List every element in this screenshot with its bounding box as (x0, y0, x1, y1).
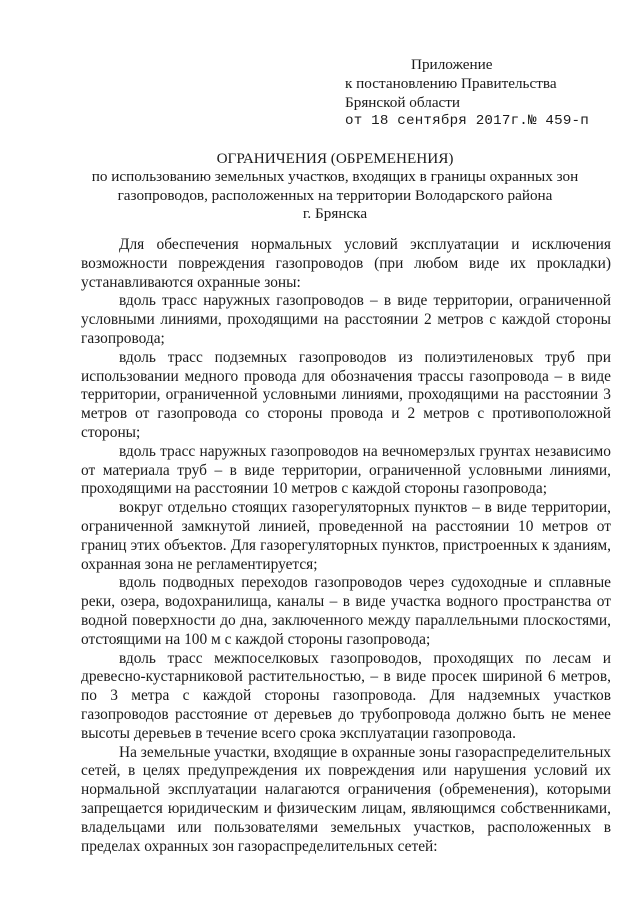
paragraph-underground-pipelines: вдоль трасс подземных газопроводов из полиэтиленовых труб при использовании медного провода для обозначения трассы газопровода – в виде территории, ограниченной условными линиями, проходящими на расстоянии 3 метров от газопровода со стороны провода и 2 метров с противоположной стороны; (81, 348, 611, 441)
paragraph-permafrost-pipelines: вдоль трасс наружных газопроводов на вечномерзлых грунтах независимо от материала труб – в виде территории, ограниченной условными линиями, проходящими на расстоянии 10 метров с каждой стороны газопровода; (81, 442, 611, 498)
paragraph-intro: Для обеспечения нормальных условий эксплуатации и исключения возможности повреждения газопроводов (при любом виде их прокладки) устанавливаются охранные зоны: (81, 236, 611, 291)
paragraph-intersettlement-pipelines: вдоль трасс межпоселковых газопроводов, проходящих по лесам и древесно-кустарниковой растительностью, – в виде просек шириной 6 метров, по 3 метра с каждой стороны газопровода. Для надземных участков газопроводов расстояние от деревьев до трубопровода должно быть не менее высоты деревьев в течение всего срока эксплуатации газопровода. (81, 649, 611, 742)
title-subline-3: г. Брянска (302, 205, 368, 223)
appendix-header (345, 55, 615, 131)
appendix-date-line: от 18 сентября 2017г.№ 459-п (345, 113, 589, 129)
document-body (81, 236, 611, 856)
appendix-decree-line: к постановлению Правительства (345, 75, 557, 92)
title-subline-1: по использованию земельных участков, входящих в границы охранных зон (91, 168, 579, 186)
paragraph-restrictions: На земельные участки, входящие в охранные зоны газораспределительных сетей, в целях предупреждения их повреждения или нарушения условий их нормальной эксплуатации налагаются ограничения (обременения), которыми запрещается юридическим и физическим лицам, являющимся собственниками, владельцами или пользователями земельных участков, расположенных в пределах охранных зон газораспределительных сетей: (81, 743, 611, 855)
paragraph-underwater-crossings: вдоль подводных переходов газопроводов через судоходные и сплавные реки, озера, водохранилища, каналы – в виде участка водного пространства от водной поверхности до дна, заключенного между параллельными плоскостями, отстоящими на 100 м с каждой стороны газопровода; (81, 574, 611, 648)
appendix-region-line: Брянской области (345, 94, 461, 111)
paragraph-outer-pipelines: вдоль трасс наружных газопроводов – в виде территории, ограниченной условными линиями, проходящими на расстоянии 2 метров с каждой стороны газопровода; (81, 292, 611, 347)
paragraph-regulator-points: вокруг отдельно стоящих газорегуляторных пунктов – в виде территории, ограниченной замкнутой линией, проведенной на расстоянии 10 метров от границ этих объектов. Для газорегуляторных пунктов, пристроенных к зданиям, охранная зона не регламентируется; (81, 499, 611, 573)
appendix-label: Приложение (411, 56, 493, 73)
title-subline-2: газопроводов, расположенных на территории Володарского района (117, 186, 553, 204)
title-heading: ОГРАНИЧЕНИЯ (ОБРЕМЕНЕНИЯ) (216, 150, 454, 167)
document-title (60, 150, 610, 224)
